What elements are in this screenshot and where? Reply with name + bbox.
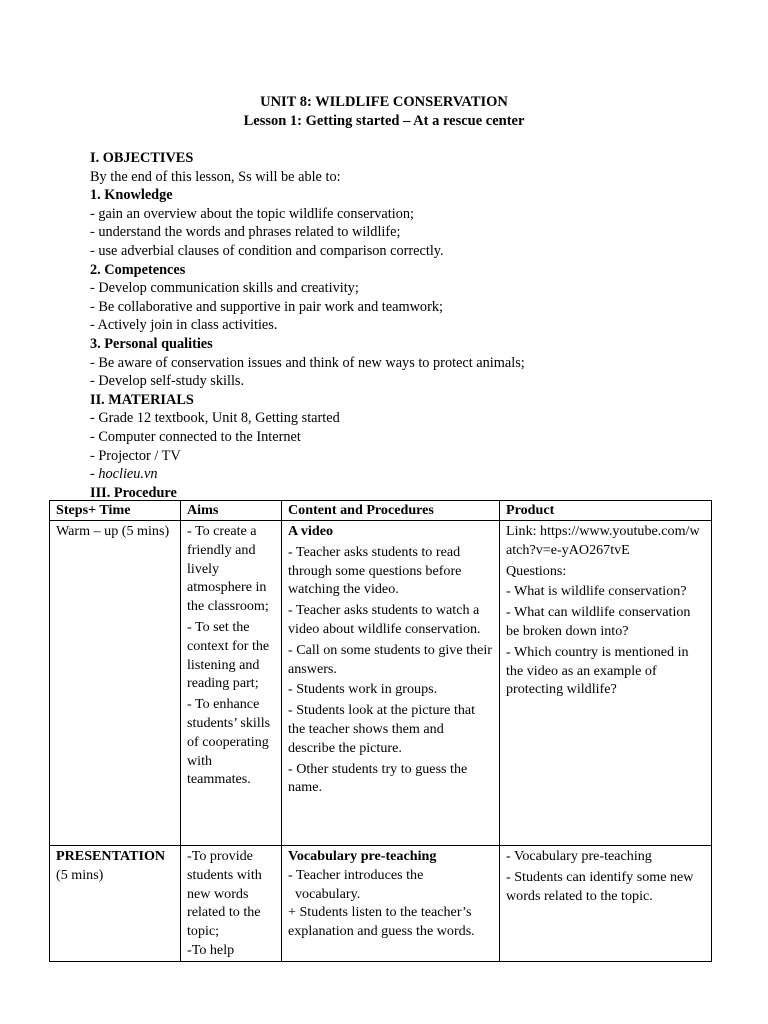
aims-cell [181, 521, 282, 846]
unit-title: UNIT 8: WILDLIFE CONSERVATION [260, 94, 508, 110]
step-name: Warm – up (5 mins) [56, 523, 170, 539]
col-header-content: Content and Procedures [282, 501, 500, 521]
lesson-title: Lesson 1: Getting started – At a rescue center [243, 113, 525, 129]
product-item: - What can wildlife conservation be broken down into? [506, 604, 691, 639]
knowledge-heading: 1. Knowledge [90, 187, 173, 204]
competences-item: - Actively join in class activities. [90, 317, 278, 334]
content-cell [282, 521, 500, 846]
content-cell [282, 846, 500, 962]
table-row [50, 846, 712, 962]
content-item: - Other students try to guess the name. [288, 760, 468, 796]
col-header-aims: Aims [181, 501, 282, 521]
knowledge-item: - gain an overview about the topic wildlife conservation; [90, 205, 414, 222]
video-link: Link: https://www.youtube.com/watch?v=e-yAO267tvE [506, 523, 700, 558]
aim-item: - To enhance students’ skills of cooperating with teammates. [187, 696, 271, 788]
aims-cell [181, 846, 282, 962]
lesson-body [90, 149, 710, 502]
knowledge-item: - understand the words and phrases related to wildlife; [90, 224, 401, 241]
competences-item: - Develop communication skills and creativity; [90, 280, 359, 297]
content-item: - Call on some students to give their answers. [288, 641, 492, 677]
step-time: (5 mins) [56, 866, 104, 883]
materials-heading: II. MATERIALS [90, 391, 194, 408]
content-item: - Teacher asks students to watch a video about wildlife conservation. [288, 602, 481, 637]
content-item: - Students work in groups. [288, 681, 438, 698]
step-cell [50, 846, 181, 962]
col-header-steps: Steps+ Time [50, 501, 181, 521]
aim-item: -To provide students with new words related to the topic; [187, 848, 262, 940]
materials-item-site [90, 465, 710, 484]
table-header-row [50, 501, 712, 521]
site-name: hoclieu.vn [98, 466, 158, 483]
product-cell [500, 846, 712, 962]
aim-item: - To create a friendly and lively atmosphere in the classroom; [187, 523, 269, 615]
qualities-item: - Be aware of conservation issues and think of new ways to protect animals; [90, 354, 525, 371]
product-item: - What is wildlife conservation? [506, 583, 687, 600]
materials-item: - Grade 12 textbook, Unit 8, Getting started [90, 410, 340, 427]
procedure-table [49, 500, 712, 962]
product-item: - Students can identify some new words related to the topic. [506, 868, 694, 904]
step-cell [50, 521, 181, 846]
qualities-item: - Develop self-study skills. [90, 373, 245, 390]
competences-heading: 2. Competences [90, 261, 186, 278]
table-row [50, 521, 712, 846]
materials-item: - Projector / TV [90, 447, 181, 464]
procedure-heading: III. Procedure [90, 484, 177, 501]
content-title: Vocabulary pre-teaching [288, 848, 437, 864]
objectives-intro: By the end of this lesson, Ss will be able to: [90, 168, 341, 185]
qualities-heading: 3. Personal qualities [90, 335, 213, 352]
step-name: PRESENTATION [56, 848, 166, 864]
materials-dash: - [90, 466, 99, 483]
content-item: - Teacher introduces the [288, 866, 424, 883]
content-item: vocabulary. [295, 885, 361, 902]
content-item: + Students listen to the teacher’s explanation and guess the words. [288, 904, 475, 940]
competences-item: - Be collaborative and supportive in pair work and teamwork; [90, 298, 443, 315]
aim-item: -To help [187, 941, 235, 958]
product-cell [500, 521, 712, 846]
product-item: - Which country is mentioned in the video as an example of protecting wildlife? [506, 643, 689, 698]
product-item: - Vocabulary pre-teaching [506, 848, 652, 864]
product-item: Questions: [506, 562, 567, 579]
materials-item: - Computer connected to the Internet [90, 428, 301, 445]
content-item: - Students look at the picture that the teacher shows them and describe the picture. [288, 702, 476, 756]
aim-item: - To set the context for the listening and reading part; [187, 618, 270, 692]
col-header-product: Product [500, 501, 712, 521]
content-item: - Teacher asks students to read through some questions before watching the video. [288, 543, 462, 598]
knowledge-item: - use adverbial clauses of condition and comparison correctly. [90, 242, 444, 259]
content-title: A video [288, 523, 334, 539]
objectives-heading: I. OBJECTIVES [90, 150, 194, 166]
